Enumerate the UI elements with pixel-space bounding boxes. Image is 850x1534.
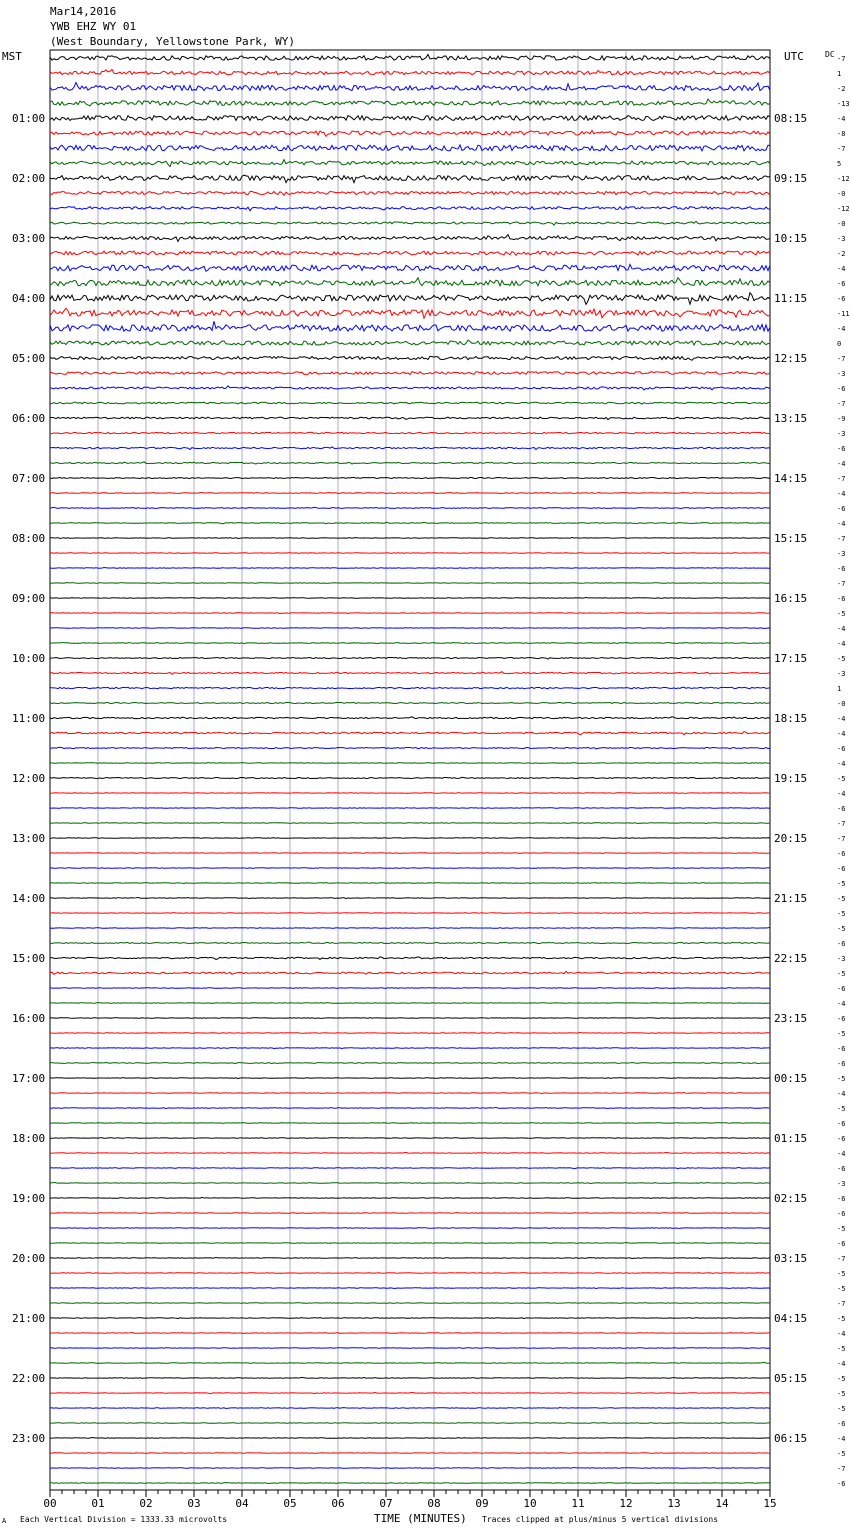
seismic-trace — [50, 1257, 770, 1258]
dc-offset-header: DC — [825, 50, 835, 59]
dc-offset-value: -7 — [837, 535, 846, 543]
dc-offset-value: -7 — [837, 1465, 846, 1473]
mst-hour-label: 07:00 — [12, 472, 46, 485]
dc-offset-value: -6 — [837, 1210, 846, 1218]
seismic-trace — [50, 308, 770, 318]
seismic-trace — [50, 747, 770, 749]
dc-offset-value: -3 — [837, 670, 846, 678]
dc-offset-value: -6 — [837, 1165, 846, 1173]
seismic-trace — [50, 882, 770, 883]
dc-offset-value: 1 — [837, 685, 842, 693]
mst-hour-label: 11:00 — [12, 712, 46, 725]
utc-hour-label: 19:15 — [774, 772, 808, 785]
dc-offset-value: -4 — [837, 325, 846, 333]
seismic-trace — [50, 553, 770, 554]
mst-hour-label: 20:00 — [12, 1252, 46, 1265]
dc-offset-value: -2 — [837, 250, 846, 258]
x-tick-label: 15 — [763, 1497, 777, 1510]
x-tick-label: 07 — [379, 1497, 393, 1510]
dc-offset-value: -6 — [837, 805, 846, 813]
mst-hour-label: 06:00 — [12, 412, 46, 425]
x-tick-label: 14 — [715, 1497, 729, 1510]
dc-offset-value: -5 — [837, 610, 846, 618]
mst-hour-label: 02:00 — [12, 172, 46, 185]
seismic-trace — [50, 1003, 770, 1004]
dc-offset-value: -0 — [837, 700, 846, 708]
seismic-trace — [50, 1228, 770, 1229]
seismic-trace — [50, 643, 770, 644]
seismic-trace — [50, 1438, 770, 1439]
utc-hour-label: 08:15 — [774, 112, 808, 125]
seismic-trace — [50, 278, 770, 286]
dc-offset-value: -5 — [837, 775, 846, 783]
dc-offset-value: -7 — [837, 400, 846, 408]
dc-offset-value: -7 — [837, 145, 846, 153]
mst-hour-label: 23:00 — [12, 1432, 46, 1445]
seismic-trace — [50, 1332, 770, 1333]
utc-hour-label: 05:15 — [774, 1372, 808, 1385]
utc-hour-label: 11:15 — [774, 292, 808, 305]
seismic-trace — [50, 402, 770, 404]
utc-hour-label: 02:15 — [774, 1192, 808, 1205]
dc-offset-value: -5 — [837, 970, 846, 978]
dc-offset-value: -4 — [837, 625, 846, 633]
seismic-trace — [50, 672, 770, 675]
mst-hour-label: 15:00 — [12, 952, 46, 965]
dc-offset-value: -3 — [837, 235, 846, 243]
seismic-trace — [50, 957, 770, 960]
x-tick-label: 05 — [283, 1497, 297, 1510]
mst-hour-label: 04:00 — [12, 292, 46, 305]
dc-offset-value: -4 — [837, 490, 846, 498]
dc-offset-value: -5 — [837, 910, 846, 918]
seismic-trace — [50, 732, 770, 735]
station-location: (West Boundary, Yellowstone Park, WY) — [50, 35, 296, 48]
dc-offset-value: -12 — [837, 175, 850, 183]
seismic-trace — [50, 417, 770, 420]
dc-offset-value: -3 — [837, 370, 846, 378]
mst-hour-label: 14:00 — [12, 892, 46, 905]
dc-offset-value: -5 — [837, 1375, 846, 1383]
seismic-trace — [50, 432, 770, 433]
x-tick-label: 06 — [331, 1497, 345, 1510]
seismic-trace — [50, 1243, 770, 1244]
x-tick-label: 10 — [523, 1497, 537, 1510]
x-tick-label: 04 — [235, 1497, 249, 1510]
dc-offset-value: -3 — [837, 550, 846, 558]
dc-offset-value: -5 — [837, 1225, 846, 1233]
seismic-trace — [50, 1213, 770, 1214]
seismic-trace — [50, 583, 770, 584]
dc-offset-value: -6 — [837, 280, 846, 288]
dc-offset-value: -6 — [837, 505, 846, 513]
utc-hour-label: 20:15 — [774, 832, 808, 845]
seismic-trace — [50, 838, 770, 839]
dc-offset-value: -6 — [837, 1480, 846, 1488]
x-tick-label: 09 — [475, 1497, 489, 1510]
seismic-trace — [50, 191, 770, 195]
dc-offset-value: -4 — [837, 1090, 846, 1098]
dc-offset-value: -5 — [837, 1075, 846, 1083]
mst-hour-label: 19:00 — [12, 1192, 46, 1205]
seismic-trace — [50, 1063, 770, 1064]
seismic-trace — [50, 1303, 770, 1304]
utc-hour-label: 04:15 — [774, 1312, 808, 1325]
seismic-trace — [50, 1078, 770, 1079]
utc-hour-label: 21:15 — [774, 892, 808, 905]
seismic-trace — [50, 1092, 770, 1093]
dc-offset-value: -7 — [837, 1255, 846, 1263]
seismic-trace — [50, 568, 770, 569]
dc-offset-value: -7 — [837, 820, 846, 828]
seismic-trace — [50, 1138, 770, 1139]
mst-hour-label: 10:00 — [12, 652, 46, 665]
dc-offset-value: -6 — [837, 985, 846, 993]
x-tick-label: 02 — [139, 1497, 153, 1510]
dc-offset-value: -7 — [837, 355, 846, 363]
dc-offset-value: -6 — [837, 1060, 846, 1068]
plot-frame — [50, 50, 770, 1490]
dc-offset-value: -6 — [837, 1420, 846, 1428]
seismic-trace — [50, 597, 770, 598]
seismic-trace — [50, 1107, 770, 1108]
seismic-trace — [50, 264, 770, 271]
dc-offset-value: -5 — [837, 1345, 846, 1353]
dc-offset-value: -0 — [837, 190, 846, 198]
seismic-trace — [50, 793, 770, 794]
dc-offset-value: -6 — [837, 565, 846, 573]
seismic-trace — [50, 942, 770, 943]
dc-offset-value: -8 — [837, 130, 846, 138]
x-axis-title: TIME (MINUTES) — [374, 1512, 467, 1525]
utc-hour-label: 01:15 — [774, 1132, 808, 1145]
seismic-trace — [50, 1167, 770, 1168]
dc-offset-value: -3 — [837, 955, 846, 963]
dc-offset-value: -5 — [837, 880, 846, 888]
clip-note: Traces clipped at plus/minus 5 vertical divisions — [482, 1515, 719, 1524]
seismic-trace — [50, 54, 770, 60]
mst-hour-label: 18:00 — [12, 1132, 46, 1145]
dc-offset-value: -6 — [837, 385, 846, 393]
seismic-trace — [50, 221, 770, 225]
mst-hour-label: 17:00 — [12, 1072, 46, 1085]
dc-offset-value: -6 — [837, 940, 846, 948]
seismic-trace — [50, 717, 770, 719]
plot-date: Mar14,2016 — [50, 5, 117, 18]
seismic-trace — [50, 762, 770, 763]
dc-offset-value: -5 — [837, 925, 846, 933]
dc-offset-value: -6 — [837, 1120, 846, 1128]
x-tick-label: 08 — [427, 1497, 441, 1510]
mst-hour-label: 05:00 — [12, 352, 46, 365]
utc-hour-label: 18:15 — [774, 712, 808, 725]
seismic-trace — [50, 235, 770, 242]
seismic-trace — [50, 687, 770, 689]
seismic-trace — [50, 1032, 770, 1033]
dc-offset-value: -6 — [837, 1045, 846, 1053]
seismic-trace — [50, 175, 770, 183]
dc-offset-value: -5 — [837, 1030, 846, 1038]
vertical-scale-note: Each Vertical Division = 1333.33 microvolts — [20, 1515, 228, 1524]
utc-hour-label: 10:15 — [774, 232, 808, 245]
utc-hour-label: 06:15 — [774, 1432, 808, 1445]
dc-offset-value: -3 — [837, 430, 846, 438]
dc-offset-value: -7 — [837, 55, 846, 63]
seismic-trace — [50, 507, 770, 508]
seismic-trace — [50, 927, 770, 928]
dc-offset-value: -7 — [837, 475, 846, 483]
seismic-trace — [50, 522, 770, 524]
x-tick-label: 13 — [667, 1497, 681, 1510]
seismic-trace — [50, 853, 770, 854]
utc-hour-label: 15:15 — [774, 532, 808, 545]
seismic-trace — [50, 386, 770, 390]
dc-offset-value: -6 — [837, 1015, 846, 1023]
seismic-trace — [50, 447, 770, 450]
dc-offset-value: -5 — [837, 1105, 846, 1113]
dc-offset-value: -4 — [837, 1000, 846, 1008]
utc-hour-label: 00:15 — [774, 1072, 808, 1085]
seismic-trace — [50, 145, 770, 151]
seismic-trace — [50, 462, 770, 464]
dc-offset-value: -7 — [837, 1300, 846, 1308]
dc-offset-value: -4 — [837, 1360, 846, 1368]
seismic-trace — [50, 1423, 770, 1424]
dc-offset-value: -4 — [837, 715, 846, 723]
mst-hour-label: 13:00 — [12, 832, 46, 845]
seismic-trace — [50, 1362, 770, 1363]
seismic-trace — [50, 356, 770, 360]
seismic-trace — [50, 897, 770, 898]
seismic-trace — [50, 1273, 770, 1274]
dc-offset-value: -4 — [837, 730, 846, 738]
seismic-trace — [50, 1348, 770, 1349]
seismic-trace — [50, 613, 770, 614]
seismic-trace — [50, 340, 770, 345]
seismic-trace — [50, 493, 770, 494]
seismic-trace — [50, 293, 770, 305]
dc-offset-value: -5 — [837, 1390, 846, 1398]
utc-hour-label: 23:15 — [774, 1012, 808, 1025]
seismic-trace — [50, 913, 770, 914]
seismic-trace — [50, 1288, 770, 1289]
seismic-trace — [50, 777, 770, 778]
seismic-trace — [50, 207, 770, 211]
seismic-trace — [50, 70, 770, 75]
seismic-trace — [50, 1123, 770, 1124]
dc-offset-value: -5 — [837, 1450, 846, 1458]
dc-offset-value: 5 — [837, 160, 842, 168]
right-timezone-label: UTC — [784, 50, 804, 63]
dc-offset-value: -4 — [837, 760, 846, 768]
dc-offset-value: -5 — [837, 655, 846, 663]
dc-offset-value: -9 — [837, 415, 846, 423]
dc-offset-value: -6 — [837, 850, 846, 858]
utc-hour-label: 17:15 — [774, 652, 808, 665]
seismic-trace — [50, 1183, 770, 1184]
station-code: YWB EHZ WY 01 — [50, 20, 137, 33]
dc-offset-value: 0 — [837, 340, 842, 348]
seismic-trace — [50, 628, 770, 629]
dc-offset-value: -12 — [837, 205, 850, 213]
utc-hour-label: 16:15 — [774, 592, 808, 605]
utc-hour-label: 09:15 — [774, 172, 808, 185]
seismic-trace — [50, 868, 770, 869]
x-tick-label: 11 — [571, 1497, 585, 1510]
x-tick-label: 00 — [43, 1497, 57, 1510]
dc-offset-value: -6 — [837, 445, 846, 453]
dc-offset-value: -11 — [837, 310, 850, 318]
dc-offset-value: -4 — [837, 460, 846, 468]
seismic-trace — [50, 1407, 770, 1408]
seismic-trace — [50, 1377, 770, 1378]
seismic-trace — [50, 1048, 770, 1049]
seismic-trace — [50, 251, 770, 255]
mst-hour-label: 22:00 — [12, 1372, 46, 1385]
dc-offset-value: -6 — [837, 1195, 846, 1203]
seismic-trace — [50, 657, 770, 659]
mst-hour-label: 09:00 — [12, 592, 46, 605]
dc-offset-value: -2 — [837, 85, 846, 93]
mst-hour-label: 03:00 — [12, 232, 46, 245]
dc-offset-value: -13 — [837, 100, 850, 108]
mst-hour-label: 16:00 — [12, 1012, 46, 1025]
dc-offset-value: -3 — [837, 1180, 846, 1188]
dc-offset-value: -6 — [837, 745, 846, 753]
seismic-trace — [50, 537, 770, 538]
dc-offset-value: -6 — [837, 595, 846, 603]
dc-offset-value: -6 — [837, 865, 846, 873]
seismic-trace — [50, 1197, 770, 1198]
seismic-trace — [50, 702, 770, 703]
dc-offset-value: -4 — [837, 265, 846, 273]
dc-offset-value: -5 — [837, 1285, 846, 1293]
dc-offset-value: -5 — [837, 1405, 846, 1413]
x-tick-label: 01 — [91, 1497, 105, 1510]
mst-hour-label: 08:00 — [12, 532, 46, 545]
mst-hour-label: 12:00 — [12, 772, 46, 785]
dc-offset-value: -6 — [837, 1240, 846, 1248]
dc-offset-value: -5 — [837, 895, 846, 903]
seismic-trace — [50, 1392, 770, 1393]
seismic-trace — [50, 1453, 770, 1454]
seismic-trace — [50, 160, 770, 167]
x-tick-label: 03 — [187, 1497, 201, 1510]
utc-hour-label: 13:15 — [774, 412, 808, 425]
dc-offset-value: -5 — [837, 1315, 846, 1323]
dc-offset-value: -4 — [837, 1150, 846, 1158]
dc-offset-value: 1 — [837, 70, 842, 78]
seismic-trace — [50, 82, 770, 90]
dc-offset-value: -4 — [837, 790, 846, 798]
mst-hour-label: 21:00 — [12, 1312, 46, 1325]
seismic-trace — [50, 1018, 770, 1019]
seismic-trace — [50, 131, 770, 137]
seismic-trace — [50, 808, 770, 809]
utc-hour-label: 22:15 — [774, 952, 808, 965]
dc-offset-value: -4 — [837, 115, 846, 123]
dc-offset-value: -4 — [837, 640, 846, 648]
utc-hour-label: 14:15 — [774, 472, 808, 485]
seismic-trace — [50, 988, 770, 989]
seismic-trace — [50, 1467, 770, 1468]
x-tick-label: 12 — [619, 1497, 633, 1510]
dc-offset-value: -0 — [837, 220, 846, 228]
seismic-trace — [50, 116, 770, 121]
dc-offset-value: -6 — [837, 1135, 846, 1143]
seismic-trace — [50, 971, 770, 974]
dc-offset-value: -4 — [837, 1330, 846, 1338]
seismic-trace — [50, 1483, 770, 1484]
seismic-trace — [50, 321, 770, 331]
utc-hour-label: 03:15 — [774, 1252, 808, 1265]
mst-hour-label: 01:00 — [12, 112, 46, 125]
dc-offset-value: -4 — [837, 1435, 846, 1443]
corner-mark: A — [2, 1517, 7, 1525]
left-timezone-label: MST — [2, 50, 22, 63]
seismic-trace — [50, 822, 770, 823]
dc-offset-value: -5 — [837, 1270, 846, 1278]
seismic-trace — [50, 478, 770, 479]
dc-offset-value: -7 — [837, 835, 846, 843]
seismic-trace — [50, 1152, 770, 1153]
dc-offset-value: -4 — [837, 520, 846, 528]
dc-offset-value: -7 — [837, 580, 846, 588]
utc-hour-label: 12:15 — [774, 352, 808, 365]
seismic-trace — [50, 1317, 770, 1318]
seismic-trace — [50, 372, 770, 375]
seismic-trace — [50, 99, 770, 106]
dc-offset-value: -6 — [837, 295, 846, 303]
